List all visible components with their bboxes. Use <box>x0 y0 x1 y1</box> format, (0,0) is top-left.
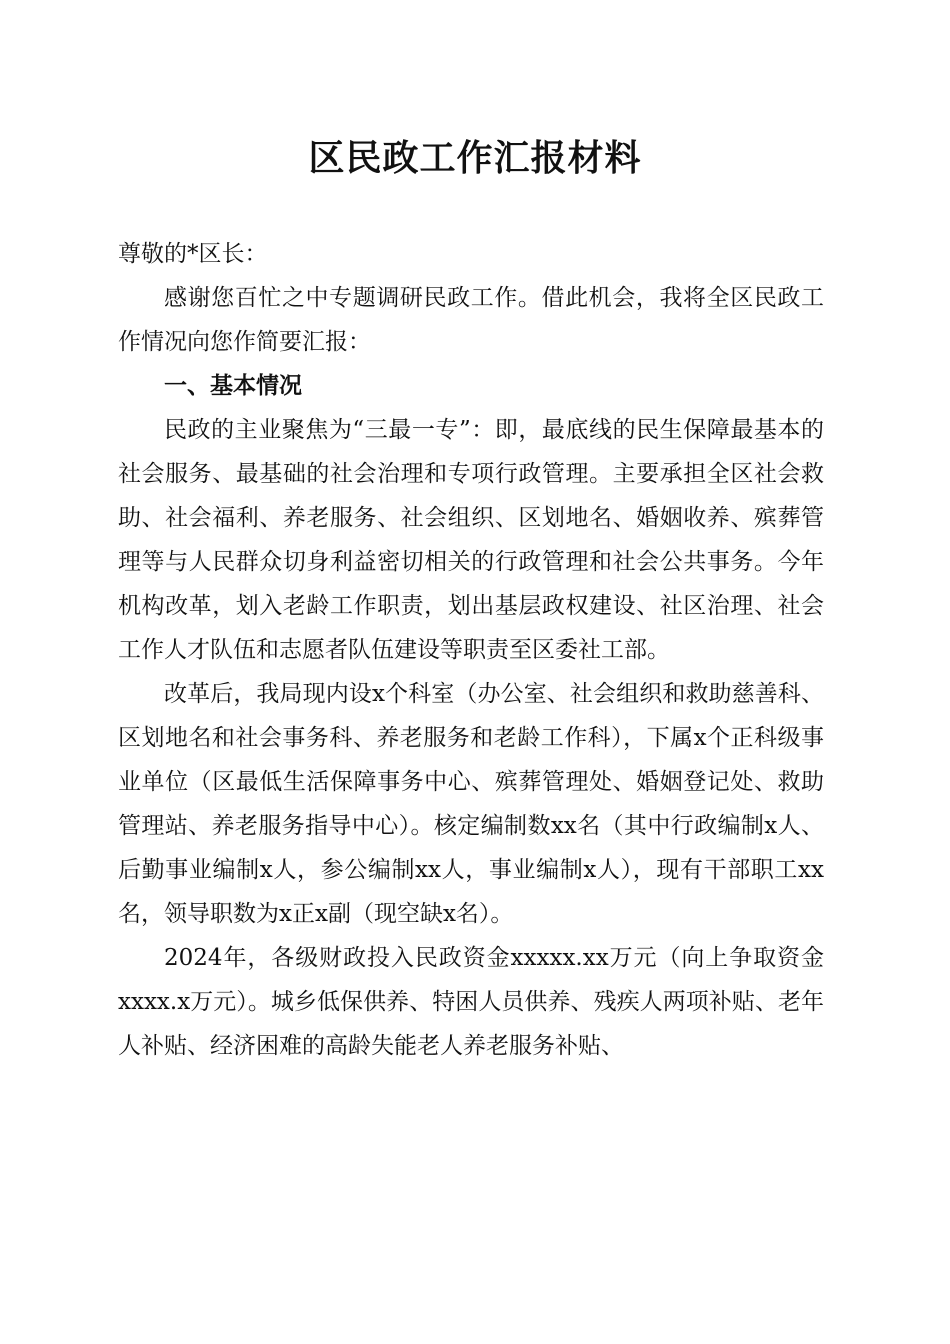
section-heading-basic-situation: 一、基本情况 <box>164 373 302 399</box>
intro-paragraph: 感谢您百忙之中专题调研民政工作。借此机会，我将全区民政工作情况向您作简要汇报： <box>118 285 824 355</box>
document-title: 区民政工作汇报材料 <box>308 137 642 179</box>
document-body <box>118 232 824 1068</box>
paragraph-organization: 改革后，我局现内设x个科室（办公室、社会组织和救助慈善科、区划地名和社会事务科、养老服务和老龄工作科），下属x个正科级事业单位（区最低生活保障事务中心、殡葬管理处、婚姻登记处、救助管理站、养老服务指导中心）。核定编制数xx名（其中行政编制x人、后勤事业编制x人，参公编制xx人，事业编制x人），现有干部职工xx名，领导职数为x正x副（现空缺x名）。 <box>118 681 824 927</box>
salutation: 尊敬的*区长： <box>118 241 268 267</box>
paragraph-main-duties: 民政的主业聚焦为“三最一专”：即，最底线的民生保障最基本的社会服务、最基础的社会治理和专项行政管理。主要承担全区社会救助、社会福利、养老服务、社会组织、区划地名、婚姻收养、殡葬管理等与人民群众切身利益密切相关的行政管理和社会公共事务。今年机构改革，划入老龄工作职责，划出基层政权建设、社区治理、社会工作人才队伍和志愿者队伍建设等职责至区委社工部。 <box>118 417 824 663</box>
paragraph-funding: 2024年，各级财政投入民政资金xxxxx.xx万元（向上争取资金xxxx.x万元）。城乡低保供养、特困人员供养、残疾人两项补贴、老年人补贴、经济困难的高龄失能老人养老服务补贴、 <box>118 945 824 1059</box>
